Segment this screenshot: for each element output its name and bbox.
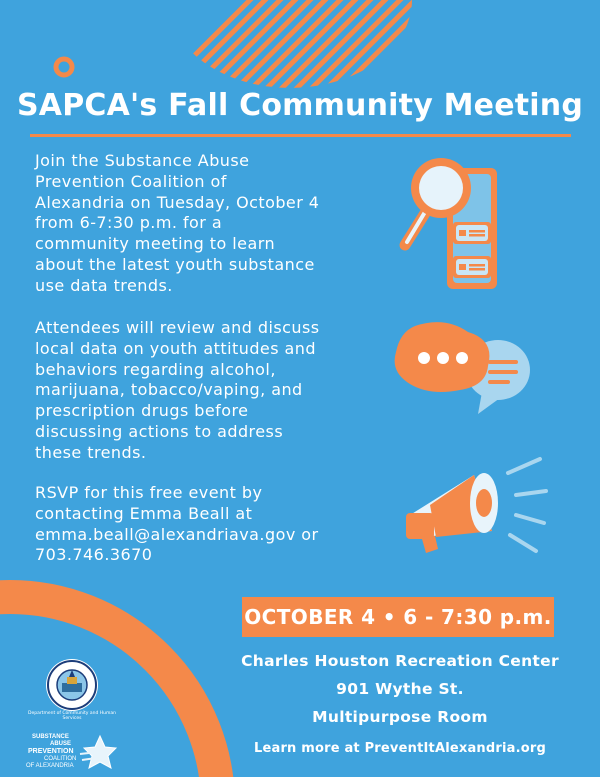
coalition-logo [20, 734, 120, 772]
text-line: marijuana, tobacco/vaping, and [35, 380, 303, 400]
logo-text-line: PREVENTION [28, 748, 74, 755]
city-seal-logo [40, 657, 104, 713]
text-line: Attendees will review and discuss [35, 318, 320, 337]
text-line: discussing actions to address [35, 421, 284, 441]
orange-ring-decoration [52, 55, 76, 79]
text-line: Prevention Coalition of [35, 171, 227, 191]
text-line: Join the Substance Abuse [35, 151, 250, 170]
event-date-banner: OCTOBER 4 • 6 - 7:30 p.m. [242, 597, 554, 637]
venue-name: Charles Houston Recreation Center [241, 652, 559, 670]
text-line: Alexandria on Tuesday, October 4 [35, 192, 320, 212]
star-icon [78, 734, 118, 770]
text-line: from 6-7:30 p.m. for a [35, 213, 223, 233]
text-line: about the latest youth substance [35, 254, 315, 274]
title-divider [30, 134, 571, 137]
text-line: local data on youth attitudes and [35, 338, 316, 358]
rsvp-email-link[interactable]: emma.beall@alexandriava.gov or [35, 524, 319, 544]
rsvp-paragraph [35, 483, 365, 566]
website-link[interactable]: Learn more at PreventItAlexandria.org [253, 741, 547, 756]
striped-semicircle-decoration [0, 0, 600, 90]
page-title: SAPCA's Fall Community Meeting [16, 88, 583, 123]
intro-paragraph [35, 151, 365, 297]
logo-text-line: COALITION [44, 756, 77, 762]
review-paragraph [35, 318, 365, 464]
megaphone-icon [400, 455, 550, 565]
text-line: these trends. [35, 442, 147, 462]
text-line: prescription drugs before [35, 401, 249, 421]
department-label: Department of Community and Human Services [27, 711, 117, 721]
text-line: RSVP for this free event by [35, 483, 263, 502]
venue-room: Multipurpose Room [312, 708, 488, 726]
rsvp-phone: 703.746.3670 [35, 545, 153, 565]
magnifier-document-icon [395, 150, 530, 295]
text-line: contacting Emma Beall at [35, 503, 253, 523]
text-line: use data trends. [35, 275, 173, 295]
logo-text-line: SUBSTANCE [32, 734, 69, 740]
text-line: community meeting to learn [35, 234, 276, 254]
chat-bubbles-icon [390, 318, 535, 433]
logo-text-line: ABUSE [50, 741, 72, 747]
logo-text-line: OF ALEXANDRIA [26, 763, 74, 769]
text-line: behaviors regarding alcohol, [35, 359, 276, 379]
venue-address: 901 Wythe St. [336, 680, 464, 698]
